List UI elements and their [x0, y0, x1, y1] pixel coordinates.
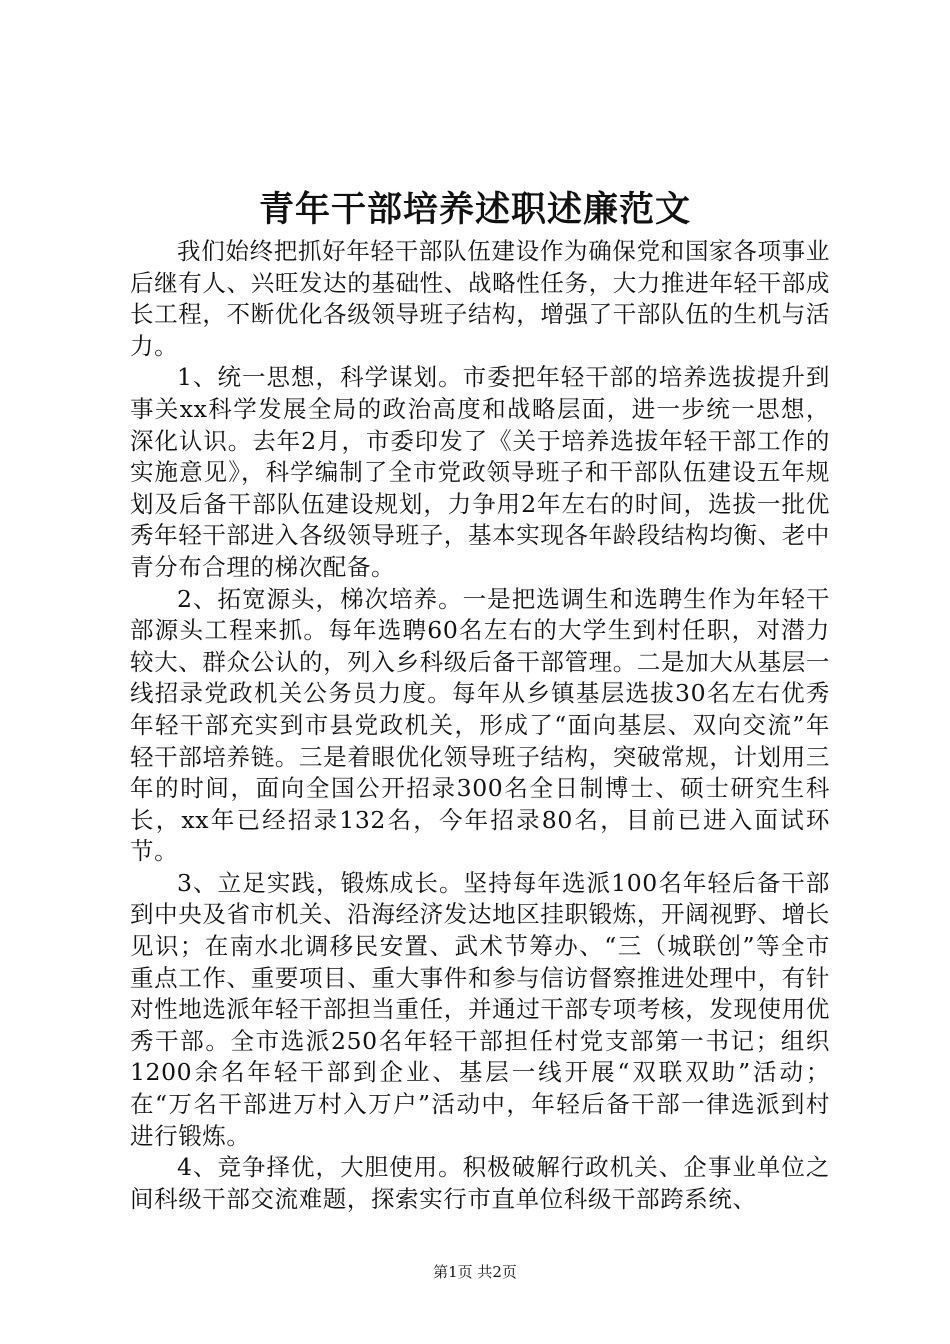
paragraph-section-2: 2、拓宽源头，梯次培养。一是把选调生和选聘生作为年轻干部源头工程来抓。每年选聘60名左右的大学生到村任职，对潜力较大、群众公认的，列入乡科级后备干部管理。二是加大从基层一线招录党政机关公务员力度。每年从乡镇基层选拔30名左右优秀年轻干部充实到市县党政机关，形成了“面向基层、双向交流”年轻干部培养链。三是着眼优化领导班子结构，突破常规，计划用三年的时间，面向全国公开招录300名全日制博士、硕士研究生科长，xx年已经招录132名，今年招录80名，目前已进入面试环节。 — [130, 584, 830, 866]
paragraph-section-3: 3、立足实践，锻炼成长。坚持每年选派100名年轻后备干部到中央及省市机关、沿海经济发达地区挂职锻炼，开阔视野、增长见识；在南水北调移民安置、武术节筹办、“三（城联创”等全市重点工作、重要项目、重大事件和参与信访督察推进处理中，有针对性地选派年轻干部担当重任，并通过干部专项考核，发现使用优秀干部。全市选派250名年轻干部担任村党支部第一书记；组织1200余名年轻干部到企业、基层一线开展“双联双助”活动；在“万名干部进万村入万户”活动中，年轻后备干部一律选派到村进行锻炼。 — [130, 868, 830, 1150]
document-body — [130, 236, 830, 1215]
page-number-footer: 第1页 共2页 — [433, 1263, 517, 1281]
paragraph-section-1: 1、统一思想，科学谋划。市委把年轻干部的培养选拔提升到事关xx科学发展全局的政治高度和战略层面，进一步统一思想，深化认识。去年2月，市委印发了《关于培养选拔年轻干部工作的实施意见》，科学编制了全市党政领导班子和干部队伍建设五年规划及后备干部队伍建设规划，力争用2年左右的时间，选拔一批优秀年轻干部进入各级领导班子，基本实现各年龄段结构均衡、老中青分布合理的梯次配备。 — [130, 363, 830, 581]
document-title: 青年干部培养述职述廉范文 — [258, 189, 691, 230]
paragraph-intro: 我们始终把抓好年轻干部队伍建设作为确保党和国家各项事业后继有人、兴旺发达的基础性、战略性任务，大力推进年轻干部成长工程，不断优化各级领导班子结构，增强了干部队伍的生机与活力。 — [130, 237, 830, 360]
paragraph-section-4: 4、竞争择优，大胆使用。积极破解行政机关、企事业单位之间科级干部交流难题，探索实行市直单位科级干部跨系统、 — [130, 1153, 830, 1213]
